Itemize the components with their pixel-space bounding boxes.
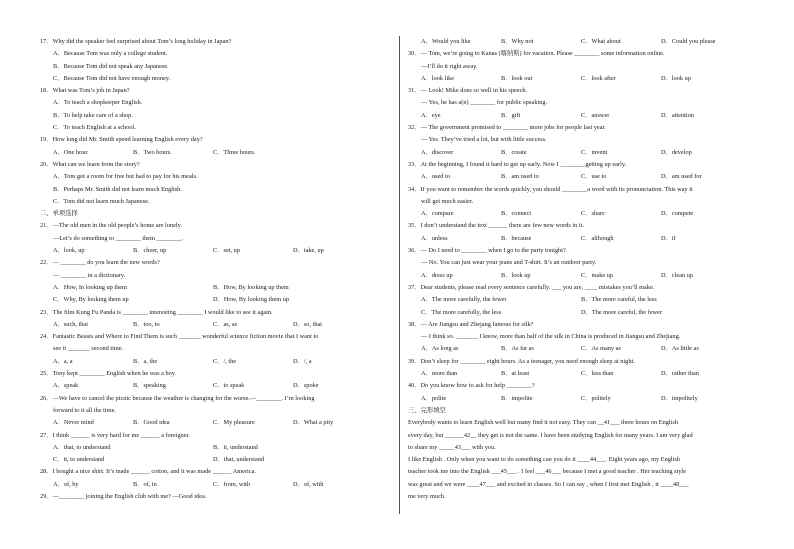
question-26: 26．—We have to cancel the picnic because the weather is changing for the worse.—________. I’m looking bbox=[40, 394, 315, 402]
question-33: 33．At the beginning, I found it hard to get up early. Now I ________getting up early. bbox=[408, 160, 627, 168]
option-row bbox=[40, 479, 395, 491]
section-heading: 二、单项选择 bbox=[40, 210, 78, 218]
option: A．eye bbox=[421, 111, 441, 119]
question-28: 28．I bought a nice shirt. It’s made ______ cotton, and it was made ______ America. bbox=[40, 468, 256, 476]
option: A．To teach a shopkeeper English. bbox=[53, 99, 143, 107]
option-row bbox=[408, 73, 760, 85]
option: C．to speak bbox=[213, 382, 245, 390]
option-row bbox=[408, 208, 760, 220]
option: D．/, a bbox=[293, 357, 312, 365]
option: B．because bbox=[501, 234, 532, 242]
option: A．of, by bbox=[53, 480, 79, 488]
option: B．As far as bbox=[501, 345, 534, 353]
option: C．as, as bbox=[213, 320, 238, 328]
option: D．clean up bbox=[661, 271, 693, 279]
question-line: —Let’s do something to ________ them ________. bbox=[53, 234, 184, 242]
option: B．connect bbox=[501, 210, 532, 218]
passage-line: was great and we were ____47___ and excited in classes. So I can say , when I first met English , it ____48___ bbox=[408, 480, 689, 488]
option: C．it, to understand bbox=[53, 456, 105, 464]
question-18: 18．What was Tom’s job in Japan? bbox=[40, 87, 130, 95]
question-34: 34．If you want to remember the words quickly, you should ________a word with its pronunciation. This way it bbox=[408, 185, 693, 193]
option: D．What a pity bbox=[293, 419, 334, 427]
question-23: 23．The film Kung Fu Panda is ________ interesting ________ I would like to see it again. bbox=[40, 308, 273, 316]
option: A．look like bbox=[421, 74, 455, 82]
option: B．impolite bbox=[501, 394, 533, 402]
option: D．take, up bbox=[293, 247, 324, 255]
option: A．Because Tom was only a college student. bbox=[53, 50, 168, 58]
option: A．speak bbox=[53, 382, 79, 390]
option-row bbox=[40, 454, 395, 466]
question-32: 32．— The government promised to ________ more jobs for people last year. bbox=[408, 124, 606, 132]
option: C．share bbox=[581, 210, 605, 218]
option: C．look after bbox=[581, 74, 616, 82]
option: C．use to bbox=[581, 173, 607, 181]
question-line: — ________ in a dictionary. bbox=[53, 271, 126, 279]
option: D．attention bbox=[661, 111, 694, 119]
question-line: forward to it all the time. bbox=[53, 406, 116, 414]
option: B．of, in bbox=[133, 480, 157, 488]
option-row bbox=[408, 110, 760, 122]
option: C．Three hours. bbox=[213, 148, 256, 156]
option: C．The more carefully, the less bbox=[421, 308, 502, 316]
passage-line: teacher took me into the English ___45___ . I feel ___46___ because I met a good teacher . Her teaching style bbox=[408, 468, 687, 476]
option: B．create bbox=[501, 148, 527, 156]
option: C．answer bbox=[581, 111, 610, 119]
option: D．spoke bbox=[293, 382, 319, 390]
question-line: — No. You can just wear your jeans and T-shirt. It’s an outdoor party. bbox=[421, 259, 597, 267]
option: A．such, that bbox=[53, 320, 88, 328]
option: B．cheer, up bbox=[133, 247, 167, 255]
option: B．a, the bbox=[133, 357, 158, 365]
option: B．Because Tom did not speak any Japanese. bbox=[53, 62, 169, 70]
option: B．Good idea bbox=[133, 419, 170, 427]
column-divider bbox=[399, 36, 400, 514]
question-27: 27．I think ______ is very hard for me ______ a foreigner. bbox=[40, 431, 190, 439]
option: D．How, By looking them up bbox=[213, 296, 290, 304]
option-row bbox=[40, 319, 395, 331]
question-38: 38．— Are Jiangsu and Zhejang famous for silk? bbox=[408, 320, 534, 328]
option-row bbox=[40, 147, 395, 159]
question-39: 39．Don’t sleep for ________ eight hours. As a teenager, you need enough sleep at night. bbox=[408, 357, 635, 365]
option-row bbox=[408, 36, 760, 48]
option: A．One hour. bbox=[53, 148, 89, 156]
option: D．The more careful, the fewer bbox=[581, 308, 662, 316]
question-24: 24．Fantastic Beasts and Where to Find Them is such _______ wonderful science fiction movie that I want to bbox=[40, 333, 319, 341]
option: B．too, to bbox=[133, 320, 160, 328]
question-line: will get much easier. bbox=[421, 197, 474, 205]
option: B．at least bbox=[501, 370, 530, 378]
option-row bbox=[408, 233, 760, 245]
option: C．invent bbox=[581, 148, 608, 156]
option: A．dress up bbox=[421, 271, 453, 279]
option: A．Would you like bbox=[421, 38, 471, 45]
option: C．although bbox=[581, 234, 614, 242]
option: C．less than bbox=[581, 370, 614, 378]
option: C．To teach English at a school. bbox=[53, 124, 136, 132]
option: A．Tom got a room for free but had to pay for his meals. bbox=[53, 173, 198, 181]
option-row bbox=[408, 307, 760, 319]
option: C．set, up bbox=[213, 247, 240, 255]
option: A．discover bbox=[421, 148, 454, 156]
option: D．look up bbox=[661, 74, 691, 82]
question-36: 36．— Do I need to ________ when I go to the party tonight? bbox=[408, 247, 566, 255]
option: A．more than bbox=[421, 370, 458, 378]
option: D．compete bbox=[661, 210, 694, 218]
question-19: 19．How long did Mr. Smith spend learning English every day? bbox=[40, 136, 203, 144]
option: D．rather than bbox=[661, 370, 699, 378]
option: A．polite bbox=[421, 394, 447, 402]
option: C．make up bbox=[581, 271, 614, 279]
option: A．How, In looking up them bbox=[53, 283, 127, 291]
question-line: — Yes. They’ve tried a lot, but with little success. bbox=[421, 136, 547, 144]
question-40: 40．Do you know how to ask for help ________? bbox=[408, 382, 535, 390]
right-column bbox=[408, 36, 760, 503]
passage-line: Everybody wants to learn English well but many find it not easy. They can __41___ three hours on English bbox=[408, 419, 679, 427]
option: C．Because Tom did not have enough money. bbox=[53, 74, 171, 82]
option: B．The more careful, the less bbox=[581, 296, 657, 304]
option: D．of, with bbox=[293, 480, 324, 488]
option: B．look up bbox=[501, 271, 531, 279]
question-line: —I’ll do it right away. bbox=[421, 62, 478, 70]
option: A．that, to understand bbox=[53, 443, 111, 451]
option: D．if bbox=[661, 234, 676, 242]
option: B．Perhaps Mr. Smith did not learn much English. bbox=[53, 185, 182, 193]
option-row bbox=[408, 270, 760, 282]
option: C．/, the bbox=[213, 357, 237, 365]
option: D．that, understand bbox=[213, 456, 265, 464]
question-22: 22．— ________ do you learn the new words? bbox=[40, 259, 160, 267]
option: D．Could you please bbox=[661, 38, 716, 45]
passage-line: every day, but ______42__ they get is not the same. I have been studying English for many years. I am very glad bbox=[408, 431, 693, 439]
question-29: 29．—________ joining the English club with me? —Good idea. bbox=[40, 492, 207, 500]
option: A．As long as bbox=[421, 345, 459, 353]
option: B．To help take care of a shop. bbox=[53, 111, 133, 119]
option: C．politely bbox=[581, 394, 611, 402]
option: B．How, By looking up them bbox=[213, 283, 289, 291]
option: D．impolitely bbox=[661, 394, 698, 402]
option-row bbox=[40, 294, 395, 306]
question-line: — I think so. _______ I know, more than half of the silk in China is produced in Jiangsu and Zhejiang. bbox=[421, 333, 681, 341]
option: A．compare bbox=[421, 210, 454, 218]
question-35: 35．I don’t understand the text ______ there are few new words in it. bbox=[408, 222, 584, 230]
question-line: — Yes, he has a(n) ________ for public speaking. bbox=[421, 99, 548, 107]
option: C．My pleasure bbox=[213, 419, 255, 427]
question-21: 21．—The old men in the old people’s home are lonely. bbox=[40, 222, 182, 230]
passage-line: me very much. bbox=[408, 492, 446, 500]
left-column bbox=[40, 36, 395, 503]
option: D．am used for bbox=[661, 173, 702, 181]
option: B．speaking bbox=[133, 382, 166, 390]
option-row bbox=[40, 356, 395, 368]
option: B．am used to bbox=[501, 173, 539, 181]
question-31: 31．— Look! Mike does so well in his speech. bbox=[408, 87, 528, 95]
question-30: 30．— Tom, we’re going to Kanas (喀纳斯) for vacation. Please ________ some information online. bbox=[408, 50, 665, 58]
option-row bbox=[408, 294, 760, 306]
option: C．What about bbox=[581, 38, 621, 45]
option: C．Tom did not learn much Japanese. bbox=[53, 197, 150, 205]
option-row bbox=[40, 245, 395, 257]
question-line: see it _______ second time. bbox=[53, 345, 124, 353]
option-row bbox=[40, 282, 395, 294]
question-17: 17．Why did the speaker feel surprised about Tom’s long holiday in Japan? bbox=[40, 38, 232, 45]
option-row bbox=[40, 380, 395, 392]
passage-line: I like English . Only when you want to do something can you do it ____44___. Eight years ago, my English bbox=[408, 456, 680, 464]
option: D．As little as bbox=[661, 345, 699, 353]
option-row bbox=[408, 393, 760, 405]
option: A．The more carefully, the fewer bbox=[421, 296, 507, 304]
option: C．from, with bbox=[213, 480, 251, 488]
option: A．unless bbox=[421, 234, 448, 242]
option: A．look, up bbox=[53, 247, 85, 255]
option-row bbox=[408, 171, 760, 183]
option: D．develop bbox=[661, 148, 692, 156]
option: C．Why, By looking them up bbox=[53, 296, 129, 304]
option: B．look out bbox=[501, 74, 533, 82]
passage-line: to share my _____43___ with you. bbox=[408, 443, 496, 451]
option-row bbox=[408, 147, 760, 159]
option-row bbox=[40, 417, 395, 429]
option: A．a, a bbox=[53, 357, 73, 365]
question-37: 37．Dear students, please read every sentence carefully. ___ you are, ____ mistakes you’ll make. bbox=[408, 283, 655, 291]
option: A．used to bbox=[421, 173, 450, 181]
question-20: 20．What can we learn from the story? bbox=[40, 160, 140, 168]
option: C．As many as bbox=[581, 345, 621, 353]
option: A．Never mind bbox=[53, 419, 94, 427]
option: B．Two hours. bbox=[133, 148, 172, 156]
option: B．it, understand bbox=[213, 443, 258, 451]
option-row bbox=[408, 368, 760, 380]
option: B．gift bbox=[501, 111, 521, 119]
question-25: 25．Tony kept ________ English when he was a boy. bbox=[40, 370, 177, 378]
option-row bbox=[40, 442, 395, 454]
option: D．so, that bbox=[293, 320, 323, 328]
option: B．Why not bbox=[501, 38, 534, 45]
section-heading: 三、完形填空 bbox=[408, 406, 446, 414]
option-row bbox=[408, 343, 760, 355]
